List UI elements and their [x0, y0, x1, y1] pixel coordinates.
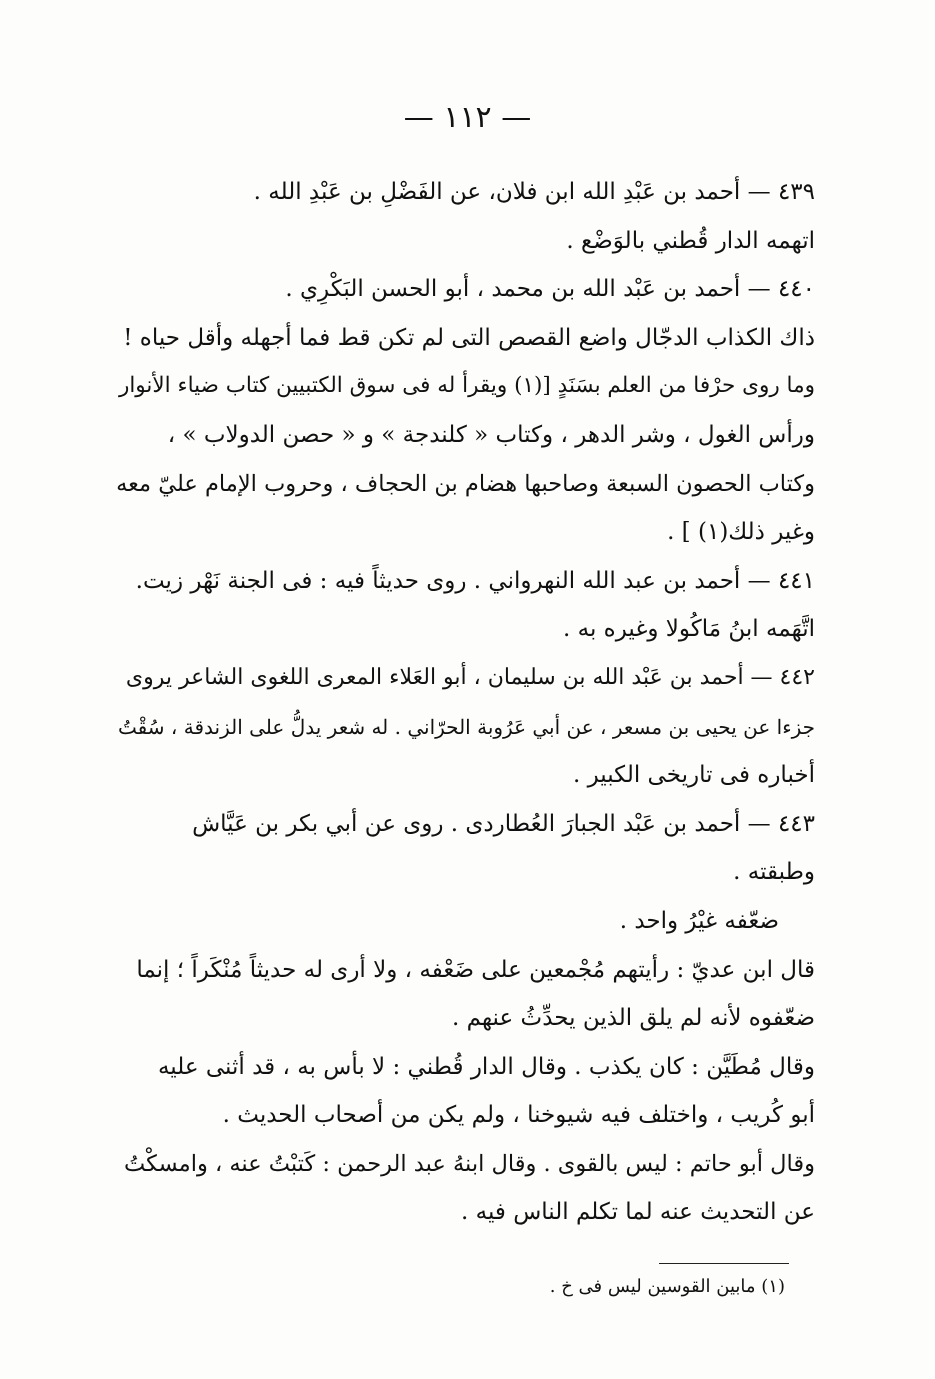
page-number: — ١١٢ — [403, 100, 532, 135]
entry-443-line-5: ضعّفوه لأنه لم يلق الذين يحدِّثُ عنهم . [452, 1005, 815, 1032]
entry-443-line-8: وقال أبو حاتم : ليس بالقوى . وقال ابنهُ عبد الرحمن : كَتبْتُ عنه ، وامسكْتُ [124, 1150, 815, 1177]
entry-443-line-6: وقال مُطَيَّن : كان يكذب . وقال الدار قُطني : لا بأس به ، قد أثنى عليه [157, 1053, 815, 1080]
entry-443-line-4: قال ابن عديّ : رأيتهم مُجْمعين على ضَعْفه ، ولا أرى له حديثاً مُنْكَراً ؛ إنما [136, 956, 815, 983]
entry-440-line-1: ٤٤٠ — أحمد بن عَبْد الله بن محمد ، أبو الحسن البَكْرِي . [285, 276, 815, 303]
footnote: (١) مابين القوسين ليس فى خ . [549, 1276, 785, 1297]
entry-442-line-3: أخباره فى تاريخى الكبير . [572, 762, 815, 789]
entry-440-line-2: ذاك الكذاب الدجّال واضع القصص التى لم تكن قط فما أجهله وأقل حياه ! [123, 324, 815, 351]
entry-440-line-4: ورأس الغول ، وشر الدهر ، وكتاب « كلندجة » و « حصن الدولاب » ، [167, 421, 815, 448]
entry-439-line-1: ٤٣٩ — أحمد بن عَبْدِ الله ابن فلان، عن الفَضْلِ بن عَبْدِ الله . [253, 179, 815, 205]
entry-443-line-9: عن التحديث عنه لما تكلم الناس فيه . [461, 1199, 815, 1226]
entry-441-line-2: اتَّهَمه ابنُ مَاكُولا وغيره به . [562, 616, 815, 643]
body-text [115, 168, 815, 1237]
entry-443-line-2: وطبقته . [733, 859, 815, 886]
entry-441-line-1: ٤٤١ — أحمد بن عبد الله النهرواني . روى حديثاً فيه : فى الجنة نَهْر زيت. [135, 567, 815, 594]
entry-440-line-5: وكتاب الحصون السبعة وصاحبها هضام بن الحجاف ، وحروب الإمام عليّ معه [116, 470, 815, 497]
entry-442-line-2: جزءا عن يحيى بن مسعر ، عن أبي عَرُوبة الحرّاني . له شعر يدلُّ على الزندقة ، سُقْتُ [118, 714, 815, 739]
entry-442-line-1: ٤٤٢ — أحمد بن عَبْد الله بن سليمان ، أبو العَلاء المعرى اللغوى الشاعر يروى [125, 664, 815, 690]
entry-443-line-3: ضعّفه غيْرُ واحد . [619, 907, 779, 934]
entry-443-line-7: أبو كُريب ، واختلف فيه شيوخنا ، ولم يكن من أصحاب الحديث . [222, 1102, 815, 1129]
entry-440-line-6: وغير ذلك(١) ] . [667, 519, 815, 546]
footnote-divider [659, 1263, 789, 1264]
entry-440-line-3: وما روى حرْفا من العلم بسَنَدٍ [(١) ويقرأ له فى سوق الكتبيين كتاب ضياء الأنوار [118, 373, 815, 399]
entry-439-line-2: اتهمه الدار قُطني بالوَضْع . [566, 227, 815, 254]
entry-443-line-1: ٤٤٣ — أحمد بن عَبْد الجبارَ العُطاردى . روى عن أبي بكر بن عَيَّاش [192, 810, 815, 837]
